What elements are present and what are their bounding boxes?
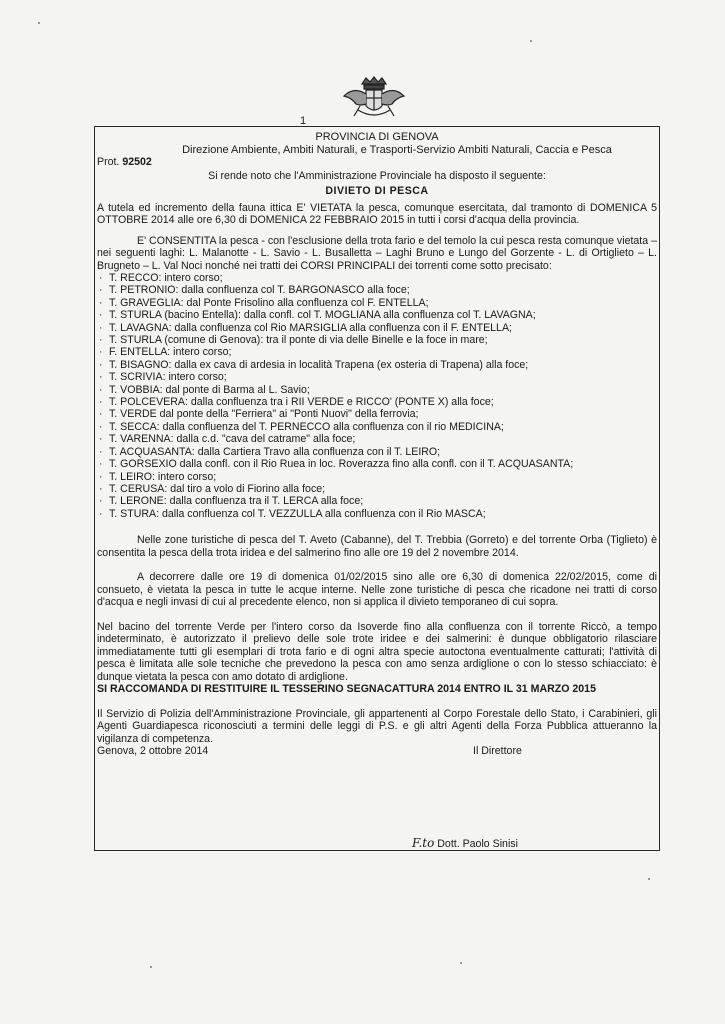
signatory-name: Dott. Paolo Sinisi	[437, 838, 518, 850]
paragraph-recommendation: SI RACCOMANDA DI RESTITUIRE IL TESSERINO SEGNACATTURA 2014 ENTRO IL 31 MARZO 2015	[97, 683, 596, 696]
paragraph-prohibition: A tutela ed incremento della fauna ittica E' VIETATA la pesca, comunque esercitata, dal tramonto di DOMENICA 5 OTTOBRE 2014 alle ore 6,30 di DOMENICA 22 FEBBRAIO 2015 in tutti i corsi d'acqua della provincia.	[97, 201, 657, 226]
scan-speck	[38, 22, 40, 24]
place-date: Genova, 2 ottobre 2014	[97, 745, 209, 758]
list-item: · T. SECCA: dalla confluenza del T. PERNECCO alla confluenza con il rio MEDICINA;	[97, 421, 657, 433]
list-item: · T. LAVAGNA: dalla confluenza col Rio MARSIGLIA alla confluenza con il F. ENTELLA;	[97, 322, 657, 334]
list-item: · T. GORSEXIO dalla confl. con il Rio Ruea in loc. Roverazza fino alla confl. con il T. ACQUASANTA;	[97, 458, 657, 470]
protocol-line	[97, 156, 657, 169]
notice-frame	[94, 126, 660, 851]
list-item: · T. POLCEVERA: dalla confluenza tra i RII VERDE e RICCO' (PONTE X) alla foce;	[97, 396, 657, 408]
paragraph-enforcement: Il Servizio di Polizia dell'Amministrazione Provinciale, gli appartenenti al Corpo Forestale dello Stato, i Carabinieri, gli Agenti Guardiapesca riconosciuti a termini delle leggi di P.S. e gli altri Agenti della Forza Pubblica attueranno la vigilanza di competenza.	[97, 707, 657, 745]
provincia-crest-icon	[340, 76, 408, 124]
list-item: · T. STURLA (bacino Entella): dalla confl. col T. MOGLIANA alla confluenza col T. LAVAGNA;	[97, 309, 657, 321]
paragraph-permitted: E' CONSENTITA la pesca - con l'esclusione della trota fario e del temolo la cui pesca resta comunque vietata – nei seguenti laghi: L. Malanotte - L. Savio - L. Busalletta – Laghi Bruno e Lungo del Gorzente - L. di Ortiglieto – L. Brugneto – L. Val Noci nonché nei tratti dei CORSI PRINCIPALI dei torrenti come sotto precisato:	[97, 234, 657, 272]
scan-speck	[150, 966, 152, 968]
signature-block	[97, 745, 657, 771]
authority-heading: PROVINCIA DI GENOVA	[315, 131, 439, 143]
prot-label: Prot.	[97, 156, 120, 168]
list-item: · T. VARENNA: dalla c.d. "cava del catrame" alla foce;	[97, 433, 657, 445]
paragraph-closure-period: A decorrere dalle ore 19 di domenica 01/02/2015 sino alle ore 6,30 di domenica 22/02/2015, come di consueto, è vietata la pesca in tutte le acque interne. Nelle zone turistiche di pesca che ricadone nei tratti di corso d'acqua e negli invasi di cui al precedente elenco, non si applica il divieto temporaneo di cui sopra.	[97, 571, 657, 609]
list-item: · T. GRAVEGLIA: dal Ponte Frisolino alla confluenza col F. ENTELLA;	[97, 297, 657, 309]
paragraph-tourist-zones: Nelle zone turistiche di pesca del T. Aveto (Cabanne), del T. Trebbia (Gorreto) e del torrente Orba (Tiglieto) è consentita la pesca della trota iridea e del salmerino fino alle ore 19 del 2 novembre 2014.	[97, 534, 657, 559]
director-role: Il Direttore	[473, 745, 522, 758]
page-number: 1	[300, 115, 307, 127]
list-item: · T. PETRONIO: dalla confluenza col T. BARGONASCO alla foce;	[97, 284, 657, 296]
list-item: · T. LEIRO: intero corso;	[97, 471, 657, 483]
notice-intro: Si rende noto che l'Amministrazione Provinciale ha disposto il seguente:	[208, 169, 546, 182]
list-item: · T. SCRIVIA: intero corso;	[97, 371, 657, 383]
list-item: · T. ACQUASANTA: dalla Cartiera Travo alla confluenza con il T. LEIRO;	[97, 446, 657, 458]
list-item: · T. BISAGNO: dalla ex cava di ardesia in località Trapena (ex osteria di Trapena) alla foce;	[97, 359, 657, 371]
list-item: · T. STURA: dalla confluenza col T. VEZZULLA alla confluenza con il Rio MASCA;	[97, 508, 657, 520]
river-list	[97, 272, 657, 520]
scan-speck	[530, 40, 532, 42]
list-item: · F. ENTELLA: intero corso;	[97, 346, 657, 358]
signature-line	[412, 836, 518, 850]
list-item: · T. VERDE dal ponte della "Ferriera" ai "Ponti Nuovi" della ferrovia;	[97, 408, 657, 420]
notice-title: DIVIETO DI PESCA	[325, 185, 429, 197]
department-line: Direzione Ambiente, Ambiti Naturali, e Trasporti-Servizio Ambiti Naturali, Caccia e Pesca	[182, 143, 612, 156]
signature-scrawl: F.to	[412, 836, 435, 850]
list-item: · T. RECCO: intero corso;	[97, 272, 657, 284]
scan-speck	[648, 878, 650, 880]
scan-speck	[460, 962, 462, 964]
prot-number: 92502	[122, 156, 152, 168]
list-item: · T. VOBBIA: dal ponte di Barma al L. Savio;	[97, 384, 657, 396]
list-item: · T. CERUSA: dal tiro a volo di Fiorino alla foce;	[97, 483, 657, 495]
list-item: · T. LERONE: dalla confluenza tra il T. LERCA alla foce;	[97, 495, 657, 507]
list-item: · T. STURLA (comune di Genova): tra il ponte di via delle Binelle e la foce in mare;	[97, 334, 657, 346]
paragraph-torrente-verde: Nel bacino del torrente Verde per l'intero corso da Isoverde fino alla confluenza con il torrente Riccò, a tempo indeterminato, è autorizzato il prelievo delle sole trote iridee e dei salmerini: è dunque obbligatorio rilasciare immediatamente tutti gli esemplari di trota fario e di ogni altra specie autoctona eventualmente catturati; l'attività di pesca è limitata alle sole tecniche che prevedono la pesca con amo senza ardiglione o con lo stesso schiacciato: è dunque vietata la pesca con amo dotato di ardiglione.	[97, 620, 657, 683]
